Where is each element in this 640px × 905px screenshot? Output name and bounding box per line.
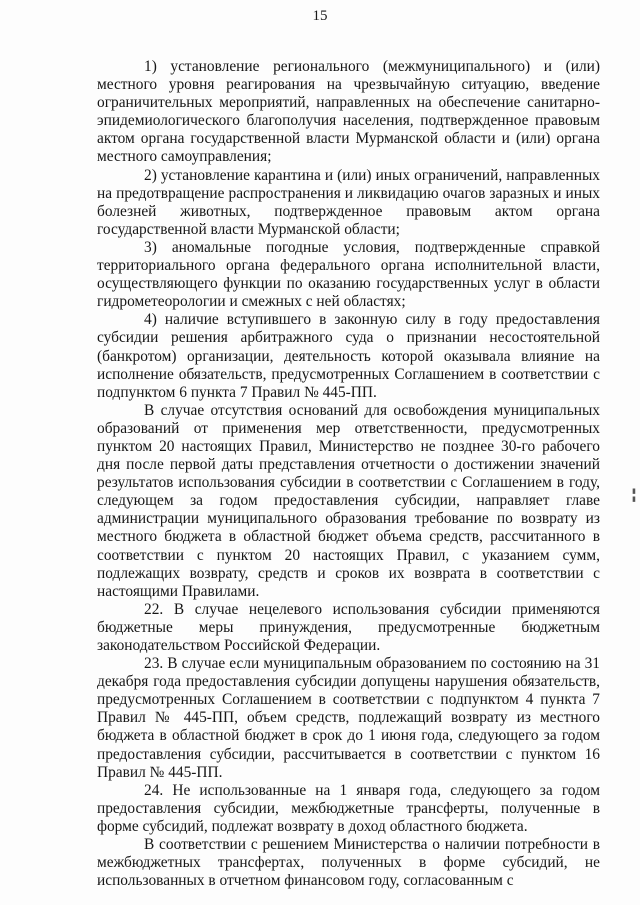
scan-margin-mark: ▮▮ <box>630 487 638 503</box>
paragraph-23: 23. В случае если муниципальным образованием по состоянию на 31 декабря года предоставления субсидии допущены нарушения обязательств, предусмотренных Соглашением в соответствии с подпунктом 4 пункта 7 Правил № 445-ПП, объем средств, подлежащий возврату из местного бюджета в областной бюджет в срок до 1 июня года, следующего за годом предоставления субсидии, рассчитывается в соответствии с пунктом 16 Правил № 445-ПП. <box>97 655 600 781</box>
paragraph-item-4: 4) наличие вступившего в законную силу в году предоставления субсидии решения арбитражного суда о признании несостоятельной (банкротом) организации, деятельность которой оказывала влияние на исполнение обязательств, предусмотренных Соглашением в соответствии с подпунктом 6 пункта 7 Правил № 445-ПП. <box>97 311 600 401</box>
paragraph-item-2: 2) установление карантина и (или) иных ограничений, направленных на предотвращение распространения и ликвидацию очагов заразных и иных болезней животных, подтвержденное правовым актом органа государственной власти Мурманской области; <box>97 166 600 238</box>
paragraph-item-1: 1) установление регионального (межмуниципального) и (или) местного уровня реагирования на чрезвычайную ситуацию, введение ограничительных мероприятий, направленных на обеспечение санитарно-эпидемиологического благополучия населения, подтвержденное правовым актом органа государственной власти Мурманской области и (или) органа местного самоуправления; <box>97 58 600 166</box>
paragraph-item-3: 3) аномальные погодные условия, подтвержденные справкой территориального органа федерального органа исполнительной власти, осуществляющего функции по оказанию государственных услуг в области гидрометеорологии и смежных с ней областях; <box>97 238 600 311</box>
paragraph-continuation: В соответствии с решением Министерства о наличии потребности в межбюджетных трансфертах, полученных в форме субсидий, не использованных в отчетном финансовом году, согласованным с <box>97 836 600 890</box>
paragraph-24: 24. Не использованные на 1 января года, следующего за годом предоставления субсидии, межбюджетные трансферты, полученные в форме субсидий, подлежат возврату в доход областного бюджета. <box>97 781 600 835</box>
page-number: 15 <box>312 8 328 24</box>
document-body <box>97 58 600 890</box>
paragraph-penalty-clause: В случае отсутствия оснований для освобождения муниципальных образований от применения мер ответственности, предусмотренных пунктом 20 настоящих Правил, Министерство не позднее 30-го рабочего дня после первой даты представления отчетности о достижении значений результатов использования субсидии в соответствии с Соглашением в году, следующем за годом предоставления субсидии, направляет главе администрации муниципального образования требование по возврату из местного бюджета в областной бюджет объема средств, рассчитанного в соответствии с пунктом 20 настоящих Правил, с указанием сумм, подлежащих возврату, средств и сроков их возврата в соответствии с настоящими Правилами. <box>97 401 600 600</box>
paragraph-22: 22. В случае нецелевого использования субсидии применяются бюджетные меры принуждения, предусмотренные бюджетным законодательством Российской Федерации. <box>97 600 600 654</box>
